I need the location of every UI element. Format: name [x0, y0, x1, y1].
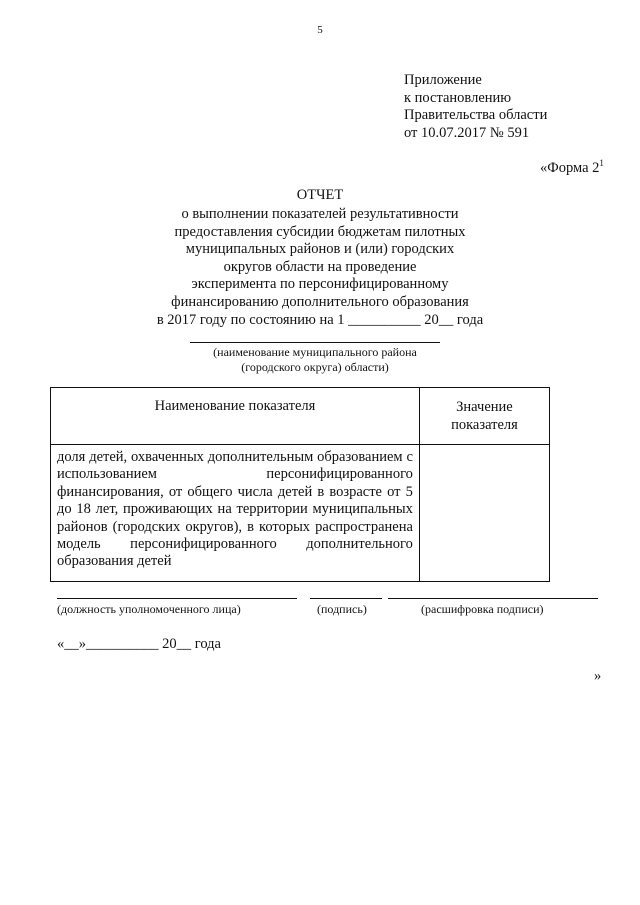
position-caption: (должность уполномоченного лица): [57, 602, 241, 616]
subtitle-line: предоставления субсидии бюджетам пилотных: [174, 223, 466, 240]
report-subtitle: [140, 206, 500, 329]
form-label-text: «Форма 2: [540, 160, 600, 176]
appendix-line-1: Приложение: [404, 72, 482, 88]
header-value-line-2: показателя: [451, 417, 518, 433]
decoding-caption: (расшифровка подписи): [421, 602, 544, 616]
subtitle-line: округов области на проведение: [223, 258, 417, 275]
signature-caption: (подпись): [317, 602, 367, 616]
appendix-line-2: к постановлению: [404, 89, 512, 106]
appendix-block: [404, 72, 547, 142]
appendix-line-4: от 10.07.2017 № 591: [404, 124, 530, 141]
subtitle-line: о выполнении показателей результативности: [181, 206, 459, 222]
header-value-line-1: Значение: [456, 399, 513, 415]
position-field[interactable]: [57, 598, 297, 599]
table-row: [51, 445, 550, 582]
appendix-line-3: Правительства области: [404, 107, 548, 123]
indicator-name-cell: доля детей, охваченных дополнительным образованием с использованием персонифицированного финансирования, от общего числа детей в возрасте от 5 до 18 лет, проживающих на территории муниципальных районов (городских округов), в которых распространена модель персонифицированного дополнительного образования детей: [51, 445, 420, 582]
header-indicator-name: Наименование показателя: [51, 388, 420, 445]
form-label-superscript: 1: [599, 158, 604, 168]
municipality-caption-line-2: (городского округа) области): [241, 360, 389, 374]
table-header-row: [51, 388, 550, 445]
header-indicator-value: [419, 388, 549, 445]
closing-quote: »: [594, 668, 602, 684]
form-label: [540, 158, 604, 177]
page-number: 5: [317, 24, 323, 36]
subtitle-line: финансированию дополнительного образования: [171, 293, 469, 310]
municipality-caption: [170, 345, 460, 375]
subtitle-line: муниципальных районов и (или) городских: [185, 241, 455, 258]
indicator-value-cell[interactable]: [419, 445, 549, 582]
signature-field[interactable]: [310, 598, 382, 599]
date-field[interactable]: «__»__________ 20__ года: [57, 636, 221, 652]
subtitle-line: эксперимента по персонифицированному: [191, 276, 449, 293]
signature-decoding-field[interactable]: [388, 598, 598, 599]
subtitle-line: в 2017 году по состоянию на 1 __________ 20__ года: [156, 311, 484, 328]
indicator-table: [50, 387, 550, 582]
municipality-name-field[interactable]: [190, 342, 440, 343]
report-title: ОТЧЕТ: [296, 187, 344, 203]
municipality-caption-line-1: (наименование муниципального района: [213, 345, 417, 359]
